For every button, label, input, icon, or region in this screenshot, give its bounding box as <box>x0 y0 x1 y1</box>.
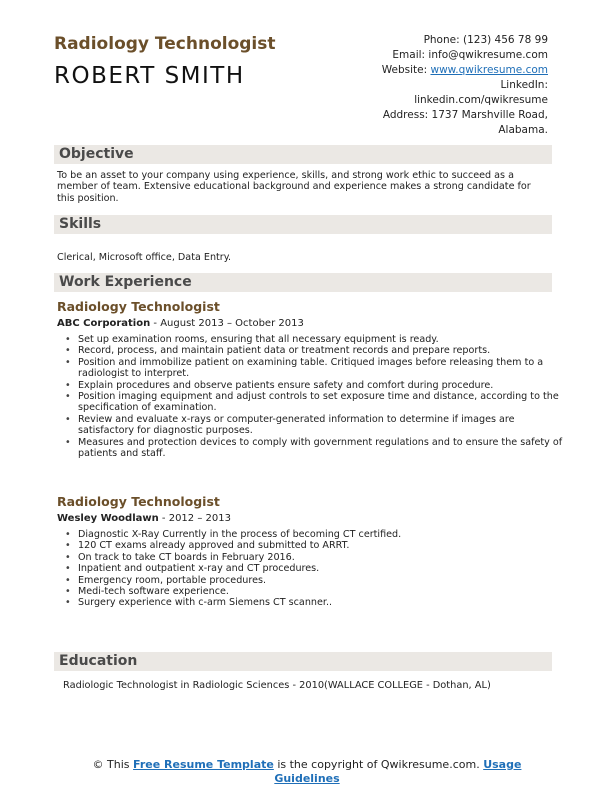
usage-guidelines-link[interactable]: Usage Guidelines <box>274 758 522 785</box>
objective-heading: Objective <box>59 146 134 162</box>
phone-label: Phone: <box>423 34 460 46</box>
skills-section-header <box>54 215 552 234</box>
contact-block <box>288 33 548 138</box>
linkedin-value: linkedin.com/qwikresume <box>414 94 548 106</box>
footer-prefix: © This <box>92 758 134 771</box>
job-1-role: Radiology Technologist <box>57 299 220 314</box>
work-experience-heading: Work Experience <box>59 274 192 290</box>
work-experience-section-header <box>54 273 552 292</box>
job-2-dates: - 2012 – 2013 <box>158 513 231 524</box>
contact-address <box>288 108 548 123</box>
objective-text: To be an asset to your company using experience, skills, and strong work ethic to succeed as a member of team. Extensive educational background and experience makes a strong candidate for this position. <box>57 170 531 204</box>
education-text: Radiologic Technologist in Radiologic Sciences - 2010(WALLACE COLLEGE - Dothan, AL) <box>63 680 491 691</box>
job-1-dates: - August 2013 – October 2013 <box>150 318 304 329</box>
education-heading: Education <box>59 653 138 669</box>
objective-section-header <box>54 145 552 164</box>
contact-phone <box>288 33 548 48</box>
free-resume-template-link[interactable]: Free Resume Template <box>133 758 274 771</box>
job-1-company-line <box>57 318 304 329</box>
job-2-company: Wesley Woodlawn <box>57 513 159 524</box>
contact-website <box>288 63 548 78</box>
skills-heading: Skills <box>59 216 102 232</box>
job-1-duties <box>57 334 568 459</box>
copyright-footer <box>60 758 554 786</box>
list-item: • On track to take CT boards in February 2016. <box>78 552 568 563</box>
list-item: • Surgery experience with c-arm Siemens CT scanner.. <box>78 597 568 608</box>
list-item: • Explain procedures and observe patients ensure safety and comfort during procedure. <box>78 380 568 391</box>
phone-value: (123) 456 78 99 <box>462 34 548 46</box>
list-item: • Record, process, and maintain patient data or treatment records and prepare reports. <box>78 345 568 356</box>
resume-name: ROBERT SMITH <box>54 63 245 89</box>
list-item: • 120 CT exams already approved and submitted to ARRT. <box>78 540 568 551</box>
list-item: • Diagnostic X-Ray Currently in the process of becoming CT certified. <box>78 529 568 540</box>
job-2-duties <box>57 529 568 609</box>
contact-email <box>288 48 548 63</box>
list-item: • Medi-tech software experience. <box>78 586 568 597</box>
list-item: • Position and immobilize patient on examining table. Critiqued images before releasing them to a radiologist to interpret. <box>78 357 568 380</box>
website-label: Website: <box>381 64 428 76</box>
list-item: • Measures and protection devices to comply with government regulations and to ensure the safety of patients and staff. <box>78 437 568 460</box>
list-item: • Set up examination rooms, ensuring that all necessary equipment is ready. <box>78 334 568 345</box>
list-item: • Inpatient and outpatient x-ray and CT procedures. <box>78 563 568 574</box>
address-line1: 1737 Marshville Road, <box>431 109 548 121</box>
job-2-company-line <box>57 513 231 524</box>
education-section-header <box>54 652 552 671</box>
email-value: info@qwikresume.com <box>428 49 548 61</box>
resume-job-title: Radiology Technologist <box>54 34 276 54</box>
job-2-role: Radiology Technologist <box>57 494 220 509</box>
list-item: • Emergency room, portable procedures. <box>78 575 568 586</box>
footer-middle: is the copyright of Qwikresume.com. <box>273 758 484 771</box>
list-item: • Position imaging equipment and adjust controls to set exposure time and distance, according to the specification of examination. <box>78 391 568 414</box>
linkedin-label: LinkedIn: <box>500 79 548 91</box>
website-link[interactable]: www.qwikresume.com <box>430 64 548 76</box>
list-item: • Review and evaluate x-rays or computer-generated information to determine if images are satisfactory for diagnostic purposes. <box>78 414 568 437</box>
email-label: Email: <box>392 49 426 61</box>
job-1-company: ABC Corporation <box>57 318 151 329</box>
address-label: Address: <box>382 109 429 121</box>
skills-text: Clerical, Microsoft office, Data Entry. <box>57 252 232 263</box>
address-line2: Alabama. <box>498 124 548 136</box>
